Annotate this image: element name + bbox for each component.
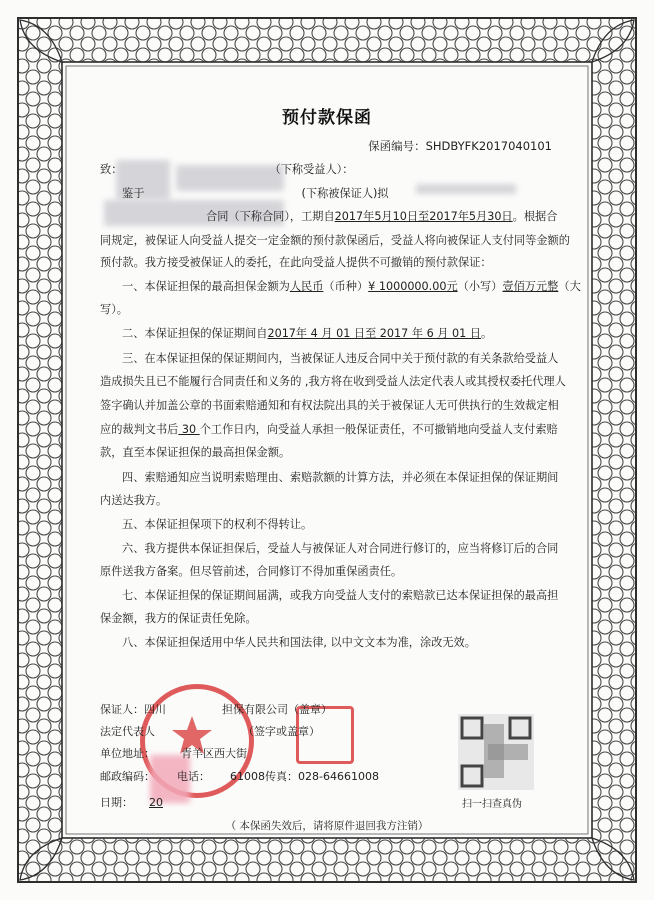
- addressee-prefix: 致：: [100, 163, 123, 176]
- contract-line: [100, 210, 557, 224]
- address-label: 单位地址：: [100, 747, 155, 760]
- document-title: 预付款保函: [282, 108, 372, 128]
- body-line: 预付款。我方接受被保证人的委托，在此向受益人提供不可撤销的预付款保证：: [100, 256, 492, 269]
- date-label: 日期：: [100, 796, 133, 809]
- body-line: 签字确认并加盖公章的书面索赔通知和有权法院出具的关于被保证人无可供执行的生效裁定相: [100, 399, 559, 412]
- postcode-label: 邮政编码：: [100, 770, 155, 783]
- clause-text: 一、本保证担保的最高担保金额为: [122, 280, 290, 293]
- beneficiary-label: （下称受益人）：: [269, 163, 354, 176]
- guarantee-number-label: 保函编号：: [368, 139, 426, 153]
- legal-rep-sign-note: （签字或盖章）: [243, 725, 320, 738]
- qr-verify-label: 扫一扫查真伪: [462, 799, 522, 810]
- whereas-prefix: 鉴于: [122, 187, 145, 200]
- clause-7-line: 七、本保证担保的保证期间届满，或我方向受益人支付的索赔款已达本保证担保的最高担: [122, 589, 559, 602]
- whereas-line: [122, 187, 389, 201]
- guarantee-number-value: SHDBYFK2017040101: [425, 139, 552, 153]
- address-line: [100, 747, 247, 761]
- body-line: 原件送我方备案。但尽管前述，合同修订不得加重保函责任。: [100, 565, 403, 578]
- phone-label: 电话：: [177, 770, 210, 783]
- body-line: 写）。: [100, 303, 128, 316]
- guarantor-label: 保证人：四川: [100, 703, 166, 716]
- guarantor-stamp-note: 担保有限公司（盖章）: [222, 703, 332, 716]
- clause-8-line: 八、本保证担保适用中华人民共和国法律, 以中文文本为准，涂改无效。: [122, 636, 476, 649]
- currency: 人民币: [289, 280, 324, 293]
- body-line: 造成损失且已不能履行合同责任和义务的 ,我方将在收到受益人法定代表人或其授权委托代理人: [100, 375, 566, 388]
- date-value: 20: [149, 796, 163, 809]
- clause-2-line: [122, 327, 492, 341]
- clause-text: 应的裁判文书后: [100, 423, 179, 436]
- guarantee-period: 2017年 4 月 01 日至 2017 年 6 月 01 日: [267, 327, 481, 340]
- qr-code-icon: [458, 714, 534, 790]
- principal-label: (下称被保证人)拟: [301, 187, 389, 200]
- clause-text: （大: [558, 280, 581, 293]
- clause-text: 。: [480, 327, 493, 340]
- construction-period: 2017年5月10日至2017年5月30日: [334, 210, 513, 223]
- working-days: 30: [178, 423, 200, 436]
- amount-numeric: ¥ 1000000.00元: [368, 280, 458, 293]
- contract-text-end: 。根据合: [512, 210, 558, 223]
- clause-text: （小写）: [457, 280, 503, 293]
- body-line: 内送达我方。: [100, 494, 168, 507]
- clause-5-line: 五、本保证担保项下的权利不得转让。: [122, 518, 313, 531]
- contact-line: [100, 770, 379, 784]
- redaction-blur: [416, 184, 516, 194]
- amount-words: 壹佰万元整: [502, 280, 559, 293]
- legal-rep-line: [100, 725, 320, 739]
- contract-text: 合同（下称合同），工期自: [206, 210, 335, 223]
- fax-label: 传真：: [265, 770, 298, 783]
- addressee-line: [100, 163, 353, 177]
- address-value: 青羊区西大街: [181, 747, 247, 760]
- body-line: 保金额，我方的保证责任免除。: [100, 612, 257, 625]
- phone-value: 61008: [230, 770, 265, 783]
- clause-4-line: 四、索赔通知应当说明索赔理由、索赔款额的计算方法，并必须在本保证担保的保证期间: [122, 471, 559, 484]
- date-line: [100, 796, 163, 810]
- guarantor-line: [100, 703, 332, 717]
- legal-rep-label: 法定代表人: [100, 725, 155, 738]
- clause-6-line: 六、我方提供本保证担保后，受益人与被保证人对合同进行修订的，应当将修订后的合同: [122, 542, 559, 555]
- clause-3-line: 三、在本保证担保的保证期间内，当被保证人违反合同中关于预付款的有关条款给受益人: [122, 352, 559, 365]
- clause-text: 个工作日内，向受益人承担一般保证责任，不可撤销地向受益人支付索赔: [199, 423, 558, 436]
- fax-value: 028-64661008: [298, 770, 379, 783]
- body-line: 款，直至本保证担保的最高担保金额。: [100, 446, 291, 459]
- body-line: 同规定，被保证人向受益人提交一定金额的预付款保函后，受益人将向被保证人支付同等金额的: [100, 234, 570, 247]
- clause-text: （币种）: [323, 280, 369, 293]
- footer-note: （ 本保函失效后，请将原件退回我方注销）: [225, 820, 429, 832]
- body-line: [100, 423, 558, 437]
- guarantee-number: [368, 138, 552, 154]
- clause-1-line: [122, 280, 581, 294]
- clause-text: 二、本保证担保的保证期间自: [122, 327, 268, 340]
